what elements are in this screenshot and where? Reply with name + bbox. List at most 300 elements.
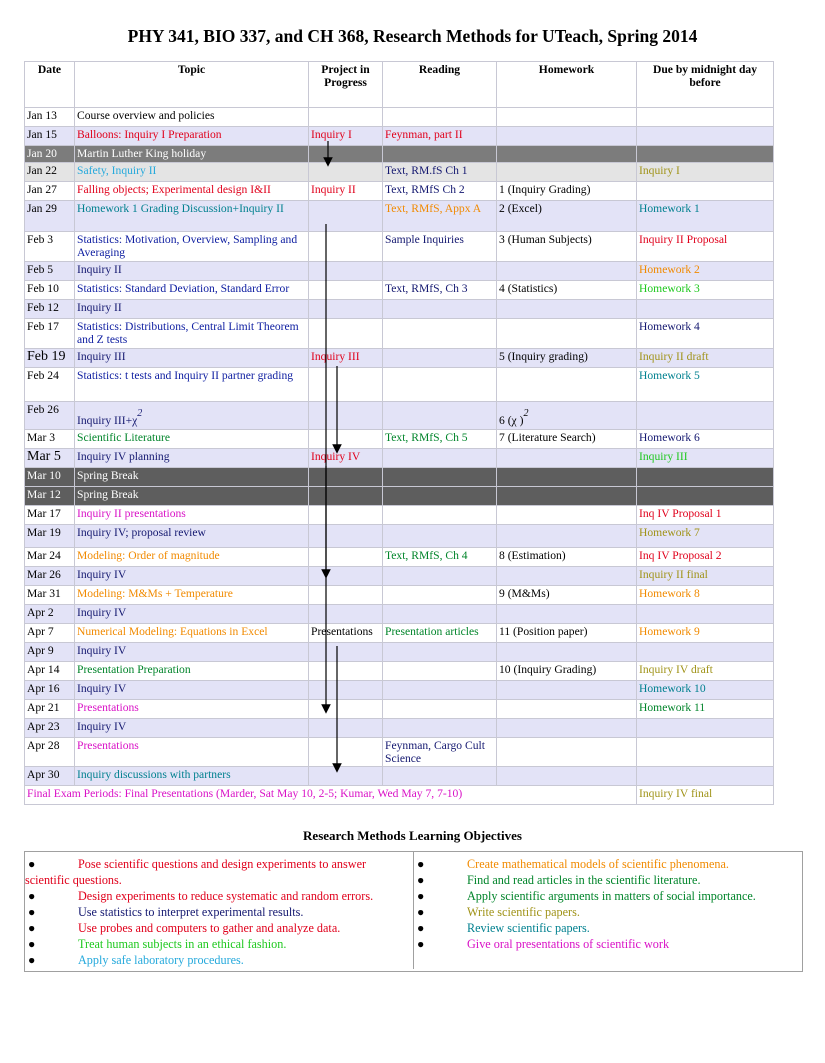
cell-date xyxy=(25,525,75,548)
cell-homework xyxy=(497,624,637,643)
cell-due-text: Homework 1 xyxy=(639,202,700,215)
cell-topic-text: Falling objects; Experimental design I&II xyxy=(77,183,271,196)
col-header-homework: Homework xyxy=(497,62,637,108)
cell-project xyxy=(309,182,383,201)
cell-homework xyxy=(497,767,637,786)
cell-project-text: Inquiry II xyxy=(311,183,356,196)
objective-item xyxy=(414,856,802,872)
cell-homework xyxy=(497,262,637,281)
bullet-icon: ● xyxy=(417,905,425,919)
cell-date-text: Feb 10 xyxy=(27,282,59,295)
cell-topic-text: Inquiry II xyxy=(77,263,122,276)
cell-project xyxy=(309,163,383,182)
cell-topic xyxy=(75,262,309,281)
cell-homework-text: 1 (Inquiry Grading) xyxy=(499,183,591,196)
cell-date-text: Feb 19 xyxy=(27,349,66,364)
cell-homework-text: 8 (Estimation) xyxy=(499,549,566,562)
cell-project-text: Inquiry I xyxy=(311,128,352,141)
cell-homework-text: 6 (χ ) xyxy=(499,414,524,427)
cell-project xyxy=(309,506,383,525)
cell-homework xyxy=(497,586,637,605)
cell-project xyxy=(309,468,383,487)
cell-due xyxy=(637,738,774,767)
table-row xyxy=(25,146,774,163)
table-row xyxy=(25,127,774,146)
cell-due-text: Homework 10 xyxy=(639,682,706,695)
cell-project xyxy=(309,605,383,624)
cell-reading xyxy=(383,525,497,548)
cell-reading-text: Text, RMfS, Ch 5 xyxy=(385,431,468,444)
objective-text: Design experiments to reduce systematic and random errors. xyxy=(78,889,374,903)
table-row xyxy=(25,368,774,402)
cell-homework-text: 5 (Inquiry grading) xyxy=(499,350,588,363)
cell-homework xyxy=(497,201,637,232)
cell-project xyxy=(309,662,383,681)
objective-text: Use probes and computers to gather and analyze data. xyxy=(78,921,341,935)
cell-due xyxy=(637,402,774,430)
cell-homework-text: 7 (Literature Search) xyxy=(499,431,596,444)
cell-topic xyxy=(75,586,309,605)
cell-project-text: Presentations xyxy=(311,625,373,638)
cell-date xyxy=(25,662,75,681)
cell-reading xyxy=(383,368,497,402)
table-row xyxy=(25,605,774,624)
objective-item xyxy=(25,952,413,968)
cell-date xyxy=(25,468,75,487)
cell-homework xyxy=(497,719,637,738)
cell-project xyxy=(309,487,383,506)
cell-topic xyxy=(75,767,309,786)
cell-reading xyxy=(383,767,497,786)
table-row xyxy=(25,201,774,232)
cell-reading-text: Presentation articles xyxy=(385,625,479,638)
cell-topic xyxy=(75,548,309,567)
cell-topic-text: Statistics: Standard Deviation, Standard Error xyxy=(77,282,290,295)
table-row xyxy=(25,662,774,681)
cell-homework xyxy=(497,146,637,163)
cell-topic-text: Martin Luther King holiday xyxy=(77,147,207,160)
cell-homework xyxy=(497,281,637,300)
objective-item xyxy=(25,856,413,888)
cell-due-text: Inq IV Proposal 2 xyxy=(639,549,722,562)
cell-reading xyxy=(383,567,497,586)
cell-reading xyxy=(383,182,497,201)
objectives-box xyxy=(24,851,803,972)
cell-due xyxy=(637,605,774,624)
cell-due xyxy=(637,681,774,700)
cell-homework xyxy=(497,349,637,368)
cell-topic xyxy=(75,319,309,349)
cell-reading xyxy=(383,402,497,430)
cell-due xyxy=(637,719,774,738)
cell-project-text: Inquiry III xyxy=(311,350,360,363)
cell-due xyxy=(637,567,774,586)
objective-text: Use statistics to interpret experimental results. xyxy=(78,905,304,919)
cell-project xyxy=(309,262,383,281)
bullet-icon: ● xyxy=(28,857,36,871)
schedule-body xyxy=(25,108,774,805)
cell-homework-text: 11 (Position paper) xyxy=(499,625,588,638)
schedule-table xyxy=(24,61,774,805)
table-row xyxy=(25,402,774,430)
objectives-title: Research Methods Learning Objectives xyxy=(303,828,522,843)
cell-reading xyxy=(383,468,497,487)
cell-project xyxy=(309,624,383,643)
table-row xyxy=(25,624,774,643)
cell-reading xyxy=(383,681,497,700)
cell-due xyxy=(637,108,774,127)
table-row xyxy=(25,300,774,319)
cell-topic xyxy=(75,201,309,232)
cell-date-text: Jan 15 xyxy=(27,128,57,141)
table-row xyxy=(25,232,774,262)
cell-date-text: Feb 3 xyxy=(27,233,54,246)
cell-reading xyxy=(383,487,497,506)
cell-due xyxy=(637,262,774,281)
cell-topic-text: Inquiry discussions with partners xyxy=(77,768,231,781)
cell-due-text: Homework 11 xyxy=(639,701,706,714)
cell-reading xyxy=(383,319,497,349)
cell-homework xyxy=(497,548,637,567)
cell-due xyxy=(637,624,774,643)
cell-date xyxy=(25,738,75,767)
cell-project xyxy=(309,146,383,163)
cell-due-text: Homework 3 xyxy=(639,282,700,295)
cell-reading xyxy=(383,146,497,163)
cell-homework-text: 3 (Human Subjects) xyxy=(499,233,592,246)
cell-date-text: Feb 26 xyxy=(27,403,59,416)
cell-project xyxy=(309,201,383,232)
cell-topic xyxy=(75,430,309,449)
cell-project-text: Inquiry IV xyxy=(311,450,361,463)
cell-due-text: Inquiry III xyxy=(639,450,688,463)
cell-reading xyxy=(383,605,497,624)
table-row xyxy=(25,719,774,738)
objective-item xyxy=(414,888,802,904)
cell-homework-text: 4 (Statistics) xyxy=(499,282,558,295)
cell-topic-text: Inquiry II xyxy=(77,301,122,314)
cell-topic xyxy=(75,700,309,719)
cell-date xyxy=(25,349,75,368)
cell-date xyxy=(25,127,75,146)
cell-topic xyxy=(75,349,309,368)
cell-topic-text: Inquiry IV xyxy=(77,720,127,733)
cell-due xyxy=(637,700,774,719)
cell-due xyxy=(637,281,774,300)
cell-due xyxy=(637,232,774,262)
cell-reading xyxy=(383,700,497,719)
objective-item xyxy=(414,872,802,888)
table-row xyxy=(25,738,774,767)
cell-topic xyxy=(75,300,309,319)
cell-date-text: Mar 12 xyxy=(27,488,61,501)
cell-due xyxy=(637,182,774,201)
cell-date xyxy=(25,643,75,662)
cell-date xyxy=(25,567,75,586)
cell-homework xyxy=(497,430,637,449)
table-row xyxy=(25,767,774,786)
cell-date-text: Jan 20 xyxy=(27,147,57,160)
cell-topic-superscript: 2 xyxy=(137,408,143,419)
objective-item xyxy=(25,904,413,920)
cell-reading xyxy=(383,281,497,300)
cell-homework xyxy=(497,525,637,548)
objective-text: Pose scientific questions and design experiments to answer scientific questions. xyxy=(25,857,367,887)
cell-homework xyxy=(497,605,637,624)
cell-reading xyxy=(383,449,497,468)
cell-homework-text: 2 (Excel) xyxy=(499,202,542,215)
cell-due xyxy=(637,163,774,182)
cell-homework xyxy=(497,567,637,586)
cell-topic xyxy=(75,127,309,146)
col-header-project: Project in Progress xyxy=(309,62,383,108)
cell-topic xyxy=(75,281,309,300)
cell-date xyxy=(25,300,75,319)
cell-due xyxy=(637,146,774,163)
cell-project xyxy=(309,232,383,262)
cell-project xyxy=(309,108,383,127)
cell-due xyxy=(637,487,774,506)
bullet-icon: ● xyxy=(28,921,36,935)
cell-date xyxy=(25,719,75,738)
cell-due-text: Inquiry I xyxy=(639,164,680,177)
cell-homework xyxy=(497,182,637,201)
cell-date xyxy=(25,182,75,201)
cell-topic-text: Spring Break xyxy=(77,469,139,482)
cell-project xyxy=(309,643,383,662)
cell-topic xyxy=(75,163,309,182)
cell-topic xyxy=(75,468,309,487)
cell-topic-text: Inquiry III xyxy=(77,350,126,363)
cell-reading-text: Feynman, part II xyxy=(385,128,463,141)
table-row xyxy=(25,506,774,525)
cell-date-text: Apr 14 xyxy=(27,663,60,676)
table-row xyxy=(25,163,774,182)
cell-topic-text: Statistics: Motivation, Overview, Sampling and Averaging xyxy=(77,233,298,259)
cell-homework xyxy=(497,487,637,506)
table-row xyxy=(25,567,774,586)
cell-topic xyxy=(75,605,309,624)
cell-date xyxy=(25,319,75,349)
cell-date xyxy=(25,262,75,281)
cell-topic xyxy=(75,567,309,586)
cell-project xyxy=(309,300,383,319)
cell-date xyxy=(25,586,75,605)
cell-date-text: Mar 10 xyxy=(27,469,61,482)
cell-topic xyxy=(75,146,309,163)
cell-topic xyxy=(75,506,309,525)
objective-text: Apply scientific arguments in matters of social importance. xyxy=(467,889,756,903)
table-row xyxy=(25,430,774,449)
cell-topic xyxy=(75,402,309,430)
cell-reading xyxy=(383,108,497,127)
objective-text: Find and read articles in the scientific literature. xyxy=(467,873,701,887)
cell-reading xyxy=(383,506,497,525)
cell-date xyxy=(25,487,75,506)
cell-due-text: Inquiry II final xyxy=(639,568,708,581)
cell-date xyxy=(25,201,75,232)
cell-reading xyxy=(383,300,497,319)
cell-project xyxy=(309,700,383,719)
objective-text: Write scientific papers. xyxy=(467,905,580,919)
cell-reading-text: Text, RMfS Ch 2 xyxy=(385,183,465,196)
cell-date xyxy=(25,506,75,525)
table-row xyxy=(25,349,774,368)
cell-due xyxy=(637,643,774,662)
table-row xyxy=(25,319,774,349)
cell-topic-text: Inquiry IV xyxy=(77,682,127,695)
cell-homework xyxy=(497,319,637,349)
cell-reading-text: Text, RMfS, Appx A xyxy=(385,202,482,215)
table-row xyxy=(25,548,774,567)
cell-reading-text: Text, RMfS, Ch 4 xyxy=(385,549,468,562)
cell-project xyxy=(309,525,383,548)
bullet-icon: ● xyxy=(417,921,425,935)
cell-date xyxy=(25,108,75,127)
cell-date-text: Mar 3 xyxy=(27,431,56,444)
table-row xyxy=(25,525,774,548)
table-row xyxy=(25,487,774,506)
cell-date-text: Apr 23 xyxy=(27,720,60,733)
objective-item xyxy=(414,936,802,952)
cell-topic xyxy=(75,368,309,402)
cell-due xyxy=(637,349,774,368)
cell-due xyxy=(637,368,774,402)
cell-due-text: Homework 4 xyxy=(639,320,700,333)
cell-due xyxy=(637,506,774,525)
cell-homework xyxy=(497,662,637,681)
cell-homework xyxy=(497,108,637,127)
bullet-icon: ● xyxy=(28,889,36,903)
table-row xyxy=(25,182,774,201)
cell-topic-text: Presentations xyxy=(77,701,139,714)
cell-topic-text: Statistics: t tests and Inquiry II partner grading xyxy=(77,369,294,382)
objective-text: Apply safe laboratory procedures. xyxy=(78,953,244,967)
cell-homework xyxy=(497,127,637,146)
cell-topic xyxy=(75,643,309,662)
cell-project xyxy=(309,548,383,567)
bullet-icon: ● xyxy=(28,905,36,919)
cell-topic-text: Inquiry II presentations xyxy=(77,507,186,520)
cell-date-text: Jan 27 xyxy=(27,183,57,196)
cell-due-text: Inquiry II Proposal xyxy=(639,233,728,246)
cell-project xyxy=(309,127,383,146)
cell-date xyxy=(25,767,75,786)
cell-reading-text: Text, RMfS, Ch 3 xyxy=(385,282,468,295)
cell-homework xyxy=(497,163,637,182)
cell-topic xyxy=(75,108,309,127)
cell-reading xyxy=(383,643,497,662)
objective-item xyxy=(25,936,413,952)
cell-project xyxy=(309,567,383,586)
cell-reading xyxy=(383,232,497,262)
bullet-icon: ● xyxy=(417,873,425,887)
cell-due xyxy=(637,662,774,681)
cell-date xyxy=(25,402,75,430)
cell-homework xyxy=(497,468,637,487)
cell-topic-text: Homework 1 Grading Discussion+Inquiry II xyxy=(77,202,284,215)
cell-reading xyxy=(383,262,497,281)
objective-item xyxy=(414,904,802,920)
objective-item xyxy=(25,920,413,936)
col-header-reading: Reading xyxy=(383,62,497,108)
page-title: PHY 341, BIO 337, and CH 368, Research Methods for UTeach, Spring 2014 xyxy=(127,26,698,46)
objective-item xyxy=(25,888,413,904)
cell-topic-text: Statistics: Distributions, Central Limit Theorem and Z tests xyxy=(77,320,299,346)
cell-date xyxy=(25,548,75,567)
cell-date-text: Apr 28 xyxy=(27,739,60,752)
cell-project xyxy=(309,449,383,468)
cell-topic-text: Inquiry IV xyxy=(77,644,127,657)
table-row xyxy=(25,262,774,281)
cell-reading-text: Feynman, Cargo Cult Science xyxy=(385,739,485,765)
table-row-final xyxy=(25,786,774,805)
cell-homework xyxy=(497,368,637,402)
cell-due xyxy=(637,201,774,232)
cell-date xyxy=(25,449,75,468)
cell-due xyxy=(637,319,774,349)
cell-reading xyxy=(383,201,497,232)
cell-due-text: Homework 8 xyxy=(639,587,700,600)
cell-topic-text: Inquiry IV planning xyxy=(77,450,170,463)
cell-date-text: Mar 19 xyxy=(27,526,61,539)
final-exam-text: Final Exam Periods: Final Presentations (Marder, Sat May 10, 2-5; Kumar, Wed May 7, 7-10) xyxy=(25,786,637,805)
bullet-icon: ● xyxy=(28,953,36,967)
cell-topic xyxy=(75,719,309,738)
table-row xyxy=(25,700,774,719)
cell-topic-text: Modeling: Order of magnitude xyxy=(77,549,220,562)
cell-date-text: Jan 22 xyxy=(27,164,57,177)
col-header-date: Date xyxy=(25,62,75,108)
cell-due xyxy=(637,767,774,786)
cell-date-text: Mar 26 xyxy=(27,568,61,581)
cell-date-text: Jan 29 xyxy=(27,202,57,215)
cell-reading-text: Text, RM.fS Ch 1 xyxy=(385,164,468,177)
cell-date xyxy=(25,368,75,402)
cell-date xyxy=(25,146,75,163)
cell-reading-text: Sample Inquiries xyxy=(385,233,464,246)
cell-reading xyxy=(383,548,497,567)
cell-reading xyxy=(383,127,497,146)
bullet-icon: ● xyxy=(417,889,425,903)
cell-project xyxy=(309,430,383,449)
cell-topic-text: Inquiry III+χ xyxy=(77,414,138,427)
table-row xyxy=(25,108,774,127)
cell-due-text: Inquiry II draft xyxy=(639,350,709,363)
cell-due-text: Inq IV Proposal 1 xyxy=(639,507,722,520)
objective-item xyxy=(414,920,802,936)
cell-date-text: Feb 24 xyxy=(27,369,59,382)
objectives-right xyxy=(414,856,802,952)
bullet-icon: ● xyxy=(417,857,425,871)
cell-date-text: Apr 16 xyxy=(27,682,60,695)
cell-topic xyxy=(75,681,309,700)
bullet-icon: ● xyxy=(417,937,425,951)
cell-project xyxy=(309,681,383,700)
cell-topic xyxy=(75,662,309,681)
cell-reading xyxy=(383,662,497,681)
cell-reading xyxy=(383,163,497,182)
col-header-due: Due by midnight day before xyxy=(637,62,774,108)
cell-reading xyxy=(383,430,497,449)
cell-topic xyxy=(75,738,309,767)
cell-project xyxy=(309,319,383,349)
cell-due-text: Homework 5 xyxy=(639,369,700,382)
cell-homework xyxy=(497,643,637,662)
cell-date-text: Jan 13 xyxy=(27,109,57,122)
cell-due xyxy=(637,127,774,146)
cell-reading xyxy=(383,586,497,605)
